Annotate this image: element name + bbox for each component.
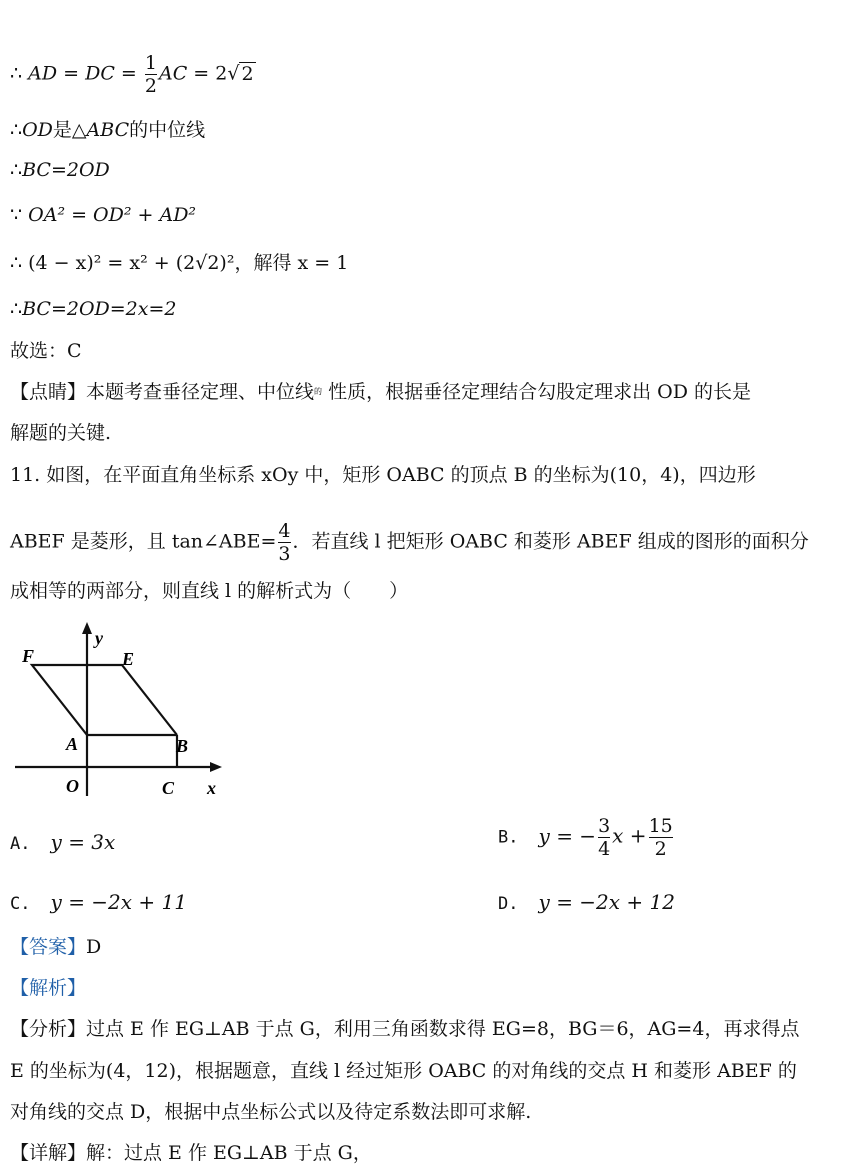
math-ac: AC bbox=[158, 62, 188, 85]
label-y: y bbox=[95, 628, 103, 648]
sqrt-radicand: 2 bbox=[241, 62, 254, 85]
sqrt-sign: √ bbox=[227, 62, 240, 85]
y-axis-arrow bbox=[82, 622, 92, 634]
label-a: A bbox=[66, 734, 79, 754]
answer-line bbox=[10, 934, 101, 960]
comment-mark: 的 bbox=[314, 387, 323, 396]
option-c[interactable] bbox=[10, 890, 187, 914]
option-a-expr: y = 3x bbox=[50, 830, 116, 854]
therefore-symbol: ∴ bbox=[10, 159, 23, 181]
fenxi-text: E 的坐标为(4，12)，根据题意，直线 l 经过矩形 OABC 的对角线的交点 H 和菱形 ABEF 的 bbox=[10, 1060, 797, 1082]
comment-line-2 bbox=[10, 420, 111, 446]
comment-line-1 bbox=[10, 379, 751, 405]
label-c: C bbox=[162, 778, 175, 798]
fraction-denominator: 3 bbox=[278, 543, 291, 565]
label-x: x bbox=[207, 778, 216, 798]
choice-line bbox=[10, 338, 82, 364]
label-f: F bbox=[22, 646, 35, 666]
math-ad: AD bbox=[28, 62, 58, 85]
math-eq: = 2 bbox=[187, 62, 228, 85]
proof-line-1 bbox=[10, 52, 256, 97]
question-line-1 bbox=[10, 462, 756, 488]
option-a-label: A. bbox=[10, 834, 31, 854]
fenxi-line-1 bbox=[10, 1016, 799, 1042]
option-d[interactable] bbox=[498, 890, 675, 914]
fraction-half bbox=[145, 52, 157, 97]
option-b-expr: x + bbox=[612, 823, 647, 848]
option-b-label: B. bbox=[498, 827, 519, 848]
math-abc: ABC bbox=[86, 119, 130, 141]
proof-line-3 bbox=[10, 157, 110, 183]
label-o: O bbox=[66, 776, 79, 796]
comment-text: 本题考查垂径定理、中位线 bbox=[86, 381, 315, 403]
fraction-numerator: 3 bbox=[598, 815, 611, 837]
answer-value: D bbox=[86, 936, 102, 958]
answer-tag: 【答案】 bbox=[10, 936, 87, 958]
fraction-numerator: 15 bbox=[648, 815, 673, 837]
math-dc: DC bbox=[85, 62, 115, 85]
label-e: E bbox=[122, 649, 135, 669]
proof-line-4 bbox=[10, 202, 196, 228]
option-a[interactable] bbox=[10, 830, 115, 854]
question-text: 成相等的两部分，则直线 l 的解析式为（ ） bbox=[10, 580, 409, 602]
math-eq: = bbox=[114, 62, 143, 85]
x-axis-arrow bbox=[210, 762, 222, 772]
proof-equation: OA² = OD² + AD² bbox=[28, 204, 197, 226]
therefore-symbol: ∴ bbox=[10, 252, 23, 274]
detail-text: 解：过点 E 作 EG⊥AB 于点 G， bbox=[86, 1142, 372, 1164]
fraction-denominator: 4 bbox=[598, 838, 611, 860]
comment-text: 解题的关键. bbox=[10, 422, 112, 444]
option-c-expr: y = −2x + 11 bbox=[50, 890, 187, 914]
fraction-denominator: 2 bbox=[654, 838, 667, 860]
geometry-figure bbox=[10, 618, 240, 800]
fenxi-line-2 bbox=[10, 1058, 797, 1084]
choice-text: 故选：C bbox=[10, 340, 82, 362]
analysis-line bbox=[10, 975, 86, 1001]
fenxi-text: 对角线的交点 D，根据中点坐标公式以及待定系数法即可求解. bbox=[10, 1101, 532, 1123]
question-line-2 bbox=[10, 520, 809, 565]
therefore-symbol: ∴ bbox=[10, 62, 23, 85]
label-b: B bbox=[176, 736, 189, 756]
fenxi-tag: 【分析】 bbox=[10, 1018, 87, 1040]
proof-text: BC=2OD=2x=2 bbox=[22, 298, 177, 320]
math-od: OD bbox=[22, 119, 53, 141]
fenxi-text: 过点 E 作 EG⊥AB 于点 G，利用三角函数求得 EG=8，BG＝6，AG=4，再求得点 bbox=[86, 1018, 800, 1040]
option-b-fraction-1 bbox=[598, 815, 610, 860]
proof-line-2 bbox=[10, 117, 205, 143]
option-b[interactable] bbox=[498, 815, 675, 860]
option-d-label: D. bbox=[498, 894, 519, 914]
fraction-denominator: 2 bbox=[144, 75, 157, 97]
option-b-fraction-2 bbox=[649, 815, 673, 860]
therefore-symbol: ∴ bbox=[10, 119, 23, 141]
proof-text: 的中位线 bbox=[129, 119, 206, 141]
option-c-label: C. bbox=[10, 894, 31, 914]
analysis-tag: 【解析】 bbox=[10, 977, 87, 999]
rhombus-abef bbox=[32, 665, 177, 735]
option-b-expr: y = − bbox=[538, 823, 597, 848]
proof-text: BC=2OD bbox=[22, 159, 110, 181]
math-eq: = bbox=[57, 62, 86, 85]
comment-text: 性质，根据垂径定理结合勾股定理求出 OD 的长是 bbox=[328, 381, 751, 403]
detail-tag: 【详解】 bbox=[10, 1142, 87, 1164]
option-d-expr: y = −2x + 12 bbox=[538, 890, 675, 914]
proof-text: 是△ bbox=[52, 119, 87, 141]
question-text: 11. 如图，在平面直角坐标系 xOy 中，矩形 OABC 的顶点 B 的坐标为(10，4)，四边形 bbox=[10, 464, 756, 486]
question-line-3 bbox=[10, 578, 408, 604]
fraction-numerator: 1 bbox=[144, 52, 157, 74]
proof-equation: (4 − x)² = x² + (2√2)²，解得 x = 1 bbox=[28, 252, 349, 274]
because-symbol: ∵ bbox=[10, 204, 23, 226]
question-text: ABEF 是菱形，且 tan∠ABE= bbox=[10, 530, 277, 553]
question-text: ．若直线 l 把矩形 OABC 和菱形 ABEF 组成的图形的面积分 bbox=[292, 530, 809, 553]
fraction-four-thirds bbox=[278, 520, 290, 565]
therefore-symbol: ∴ bbox=[10, 298, 23, 320]
comment-tag: 【点睛】 bbox=[10, 381, 87, 403]
detail-line bbox=[10, 1140, 372, 1166]
proof-line-5 bbox=[10, 250, 348, 276]
proof-line-6 bbox=[10, 296, 177, 322]
fraction-numerator: 4 bbox=[278, 520, 291, 542]
fenxi-line-3 bbox=[10, 1099, 531, 1125]
